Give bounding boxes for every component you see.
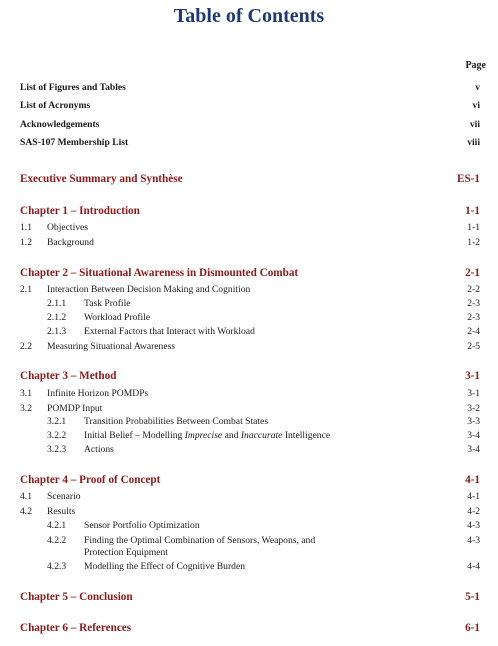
toc-page-number: 4-3: [467, 520, 480, 531]
toc-page-number: 1-1: [467, 222, 480, 233]
toc-subsection-number: 3.2.3: [47, 444, 67, 455]
subsection-label-part: Intelligence: [282, 430, 331, 441]
toc-page-number: viii: [467, 137, 480, 148]
toc-page-number: 3-2: [467, 403, 480, 414]
toc-subsection-number: 2.1.3: [47, 326, 67, 337]
toc-subsection-3-2-2[interactable]: [84, 430, 330, 441]
toc-page-number: 6-1: [465, 622, 480, 634]
subsection-label-emphasis: Imprecise: [184, 430, 223, 441]
toc-page-number: 2-1: [465, 267, 480, 279]
toc-page-number: vii: [469, 119, 480, 130]
toc-section-1-1[interactable]: Objectives: [47, 222, 89, 233]
page-title: Table of Contents: [173, 5, 325, 27]
toc-subsection-4-2-2-continued[interactable]: Protection Equipment: [84, 547, 168, 558]
toc-entry-acknowledgements[interactable]: Acknowledgements: [20, 119, 100, 130]
toc-entry-membership-list[interactable]: SAS-107 Membership List: [20, 137, 129, 148]
toc-subsection-4-2-1[interactable]: Sensor Portfolio Optimization: [84, 520, 200, 531]
toc-page-number: 3-4: [467, 430, 480, 441]
toc-section-number: 3.2: [20, 403, 32, 414]
toc-section-2-1[interactable]: Interaction Between Decision Making and Cognition: [47, 284, 251, 295]
toc-page-number: 4-1: [467, 491, 480, 502]
toc-subsection-4-2-2[interactable]: Finding the Optimal Combination of Sensors, Weapons, and: [84, 535, 316, 546]
toc-page-number: 1-2: [467, 237, 480, 248]
toc-page-number: 2-3: [467, 298, 480, 309]
toc-section-4-2[interactable]: Results: [47, 506, 76, 517]
subsection-label-part: Initial Belief – Modelling: [84, 430, 185, 441]
toc-page-number: 4-3: [467, 535, 480, 546]
toc-entry-executive-summary[interactable]: Executive Summary and Synthèse: [20, 173, 183, 185]
toc-section-number: 4.2: [20, 506, 32, 517]
toc-page-number: 5-1: [465, 591, 480, 603]
toc-subsection-3-2-3[interactable]: Actions: [84, 444, 114, 455]
toc-subsection-number: 4.2.1: [47, 520, 67, 531]
toc-section-number: 2.2: [20, 341, 32, 352]
toc-subsection-number: 4.2.2: [47, 535, 67, 546]
toc-section-2-2[interactable]: Measuring Situational Awareness: [47, 341, 176, 352]
toc-subsection-2-1-1[interactable]: Task Profile: [84, 298, 131, 309]
toc-page-number: 4-1: [465, 474, 480, 486]
subsection-label-part: and: [222, 430, 241, 441]
toc-subsection-2-1-3[interactable]: External Factors that Interact with Workload: [84, 326, 255, 337]
toc-page-number: 2-4: [467, 326, 480, 337]
toc-section-4-1[interactable]: Scenario: [47, 491, 81, 502]
subsection-label-emphasis: Inaccurate: [240, 430, 283, 441]
toc-section-3-2[interactable]: POMDP Input: [47, 403, 103, 414]
toc-section-number: 2.1: [20, 284, 32, 295]
toc-subsection-3-2-1[interactable]: Transition Probabilities Between Combat States: [84, 416, 269, 427]
toc-section-1-2[interactable]: Background: [47, 237, 94, 248]
toc-page-number: 2-3: [467, 312, 480, 323]
toc-chapter-6[interactable]: Chapter 6 – References: [20, 622, 132, 634]
toc-page-number: vi: [472, 100, 480, 111]
toc-section-number: 1.2: [20, 237, 32, 248]
toc-subsection-number: 3.2.1: [47, 416, 67, 427]
toc-entry-acronyms[interactable]: List of Acronyms: [20, 100, 91, 111]
toc-page-number: 4-2: [467, 506, 480, 517]
toc-page-number: 3-3: [467, 416, 480, 427]
toc-chapter-3[interactable]: Chapter 3 – Method: [20, 370, 117, 382]
toc-section-3-1[interactable]: Infinite Horizon POMDPs: [47, 388, 149, 399]
toc-section-number: 4.1: [20, 491, 32, 502]
toc-subsection-number: 3.2.2: [47, 430, 67, 441]
toc-subsection-number: 2.1.1: [47, 298, 67, 309]
toc-page-number: 3-1: [467, 388, 480, 399]
toc-section-number: 1.1: [20, 222, 32, 233]
toc-page-number: 4-4: [467, 561, 480, 572]
toc-subsection-2-1-2[interactable]: Workload Profile: [84, 312, 151, 323]
toc-chapter-1[interactable]: Chapter 1 – Introduction: [20, 205, 140, 217]
toc-page-number: 3-1: [465, 370, 480, 382]
toc-entry-figures-tables[interactable]: List of Figures and Tables: [20, 82, 126, 93]
toc-subsection-number: 4.2.3: [47, 561, 67, 572]
toc-subsection-number: 2.1.2: [47, 312, 67, 323]
toc-chapter-5[interactable]: Chapter 5 – Conclusion: [20, 591, 133, 603]
toc-page-number: 1-1: [465, 205, 480, 217]
toc-section-number: 3.1: [20, 388, 32, 399]
toc-page-number: 2-5: [467, 341, 480, 352]
toc-chapter-2[interactable]: Chapter 2 – Situational Awareness in Dismounted Combat: [20, 267, 299, 279]
toc-page-number: ES-1: [456, 173, 480, 185]
toc-page-number: 3-4: [467, 444, 480, 455]
page-column-header: Page: [465, 60, 486, 71]
toc-chapter-4[interactable]: Chapter 4 – Proof of Concept: [20, 474, 161, 486]
toc-page-number: 2-2: [467, 284, 480, 295]
toc-page-number: v: [475, 82, 480, 93]
toc-subsection-4-2-3[interactable]: Modelling the Effect of Cognitive Burden: [84, 561, 246, 572]
